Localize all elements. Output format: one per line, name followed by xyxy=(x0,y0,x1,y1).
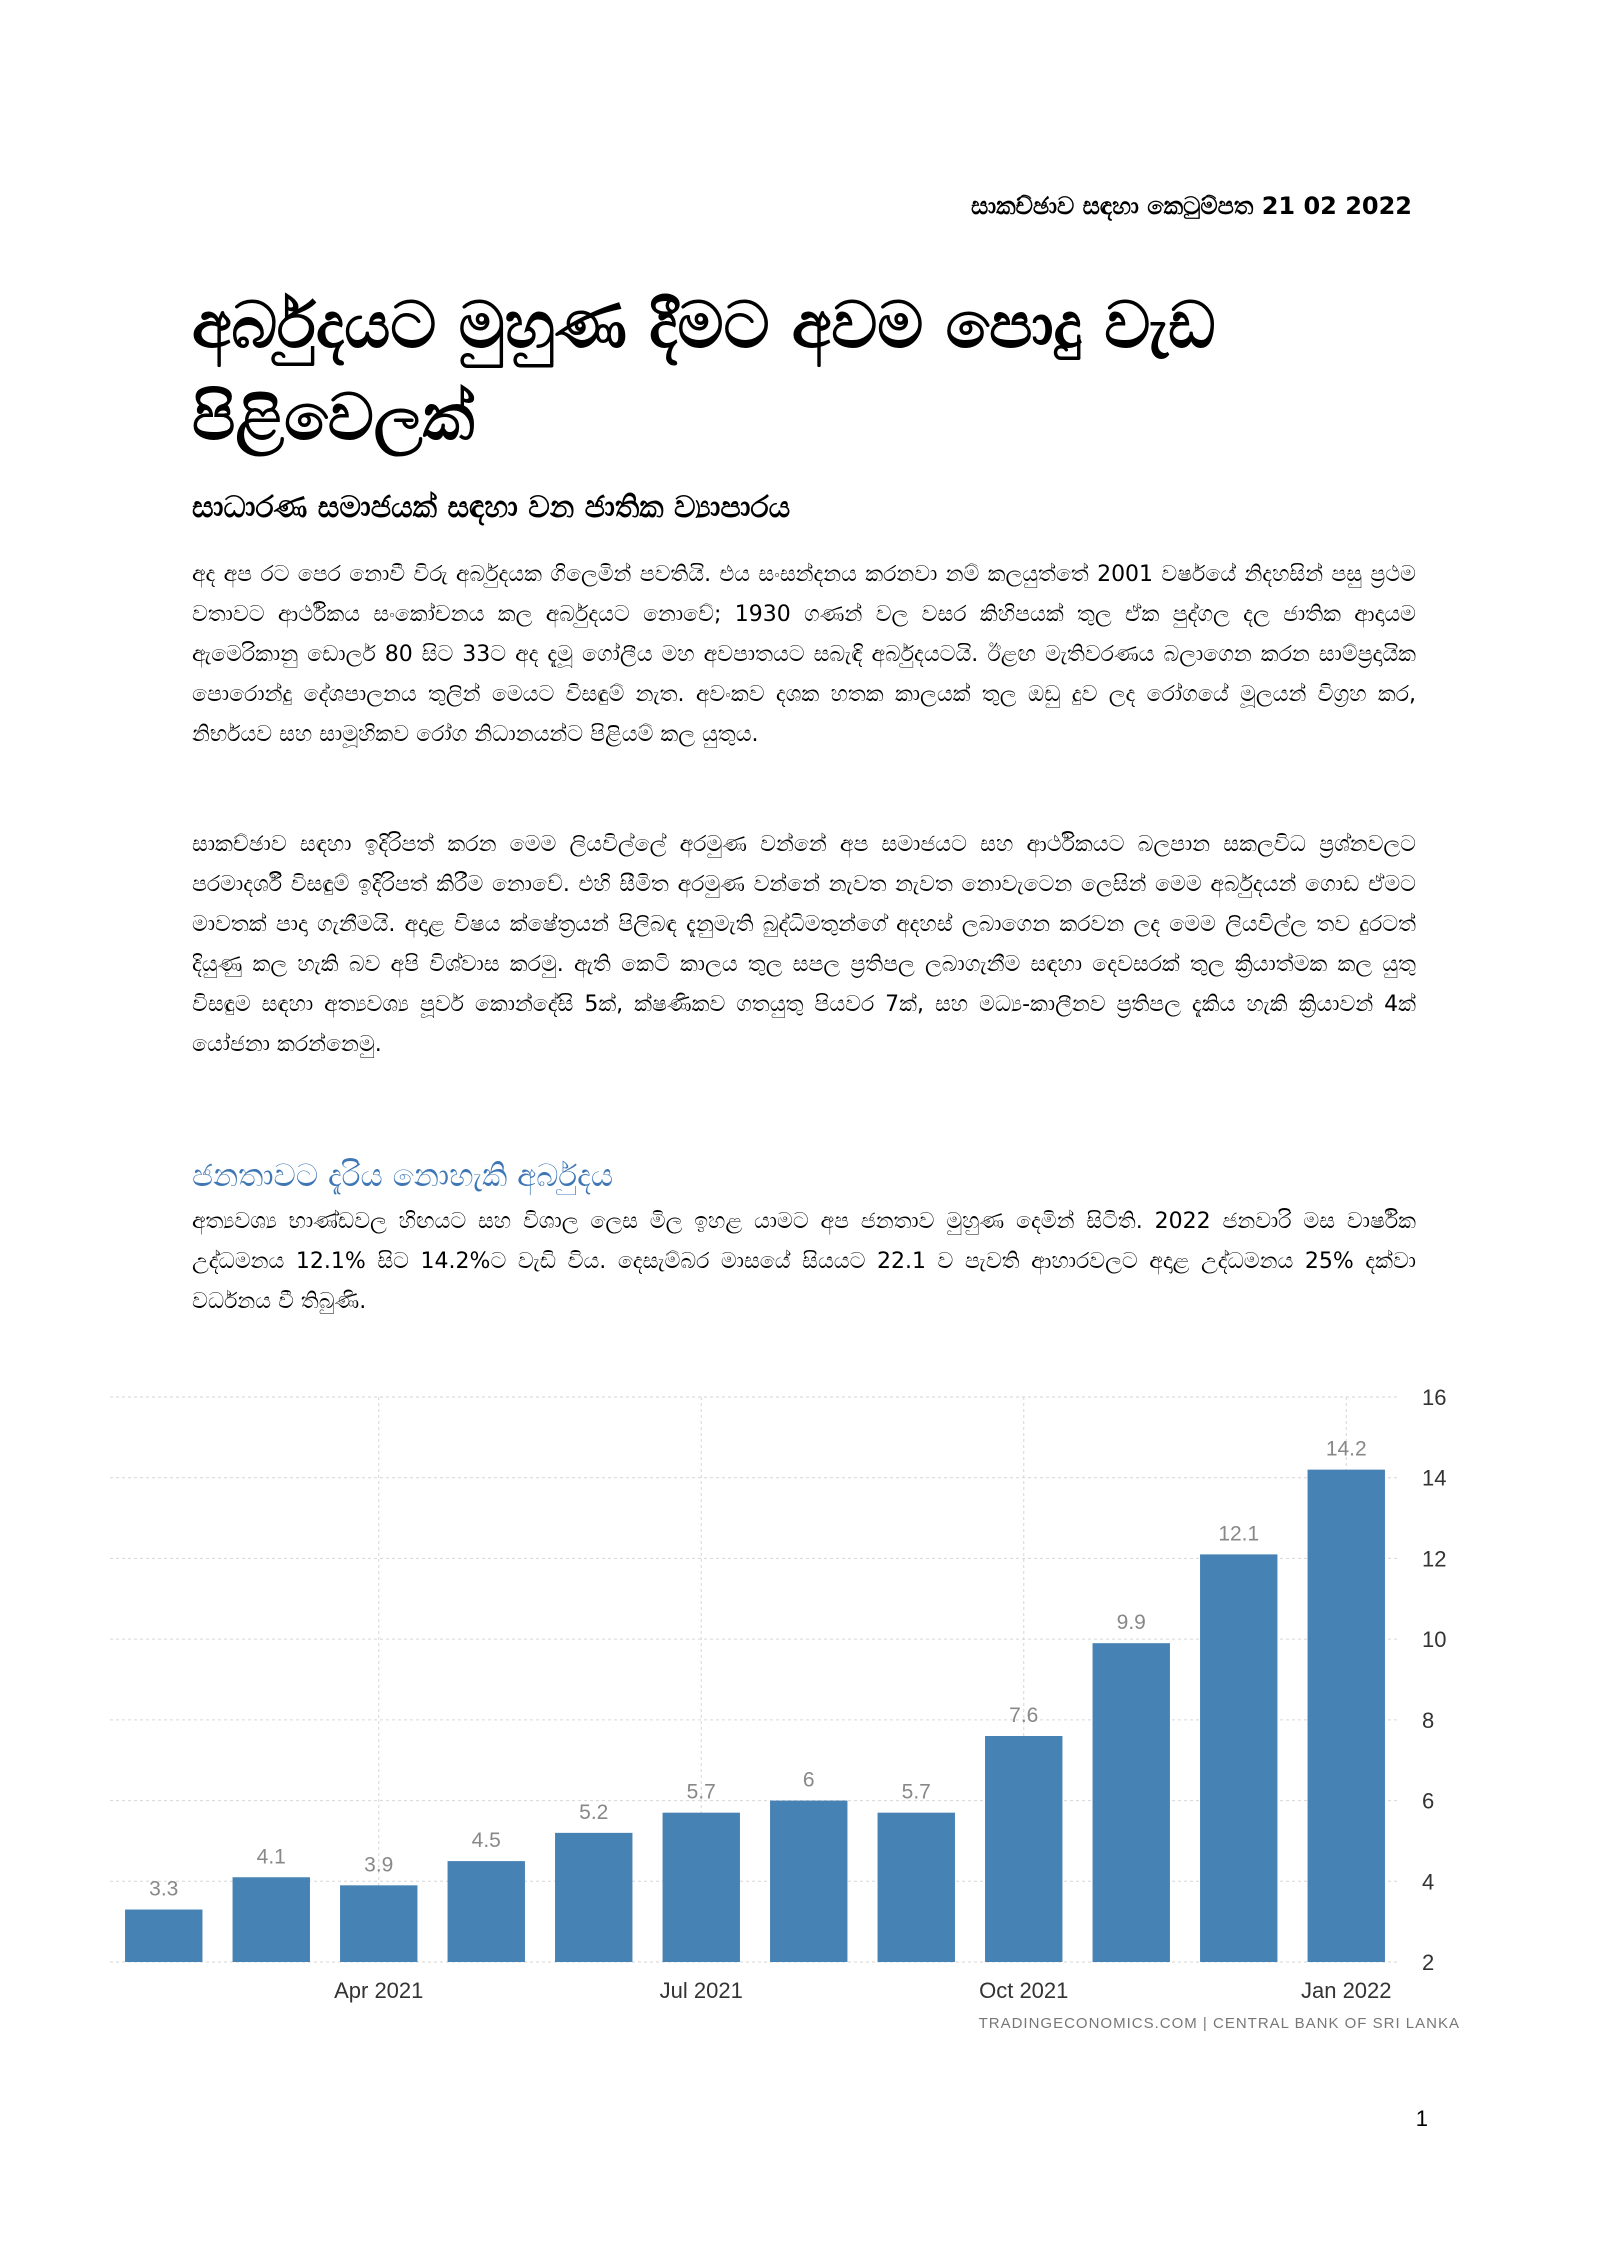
chart-bar xyxy=(340,1885,417,1962)
section-heading: ජනතාවට දැරිය නොහැකි අර්බුදය xyxy=(192,1158,614,1194)
x-tick-label: Jul 2021 xyxy=(659,1978,743,2003)
chart-source: TRADINGECONOMICS.COM | CENTRAL BANK OF SRI LANKA xyxy=(978,2015,1460,2032)
chart-bar xyxy=(555,1833,632,1962)
chart-bar xyxy=(985,1736,1062,1962)
chart-bar xyxy=(233,1877,310,1962)
intro-paragraph: අද අප රට පෙර නොවී විරු අර්බුදයක ගිලෙමින් පවතියි. එය සංසන්දනය කරනවා නම් කලයුත්තේ 2001 වර්ෂයේ නිදහසින් පසු ප්‍රථම වතාවට ආර්ථිකය සංකෝචනය කල අර්බුදයට නොවේ; 1930 ගණන් වල වසර කිහිපයක් තුල ඒක පුද්ගල දල ජාතික ආදායම ඇමෙරිකානු ඩොලර් 80 සිට 33ට අද දැමූ ගෝලීය මහ අවපාතයට සබැඳි අර්බුදයටයි. ඊළඟ මැතිවරණය බලාගෙන කරන සාම්ප්‍රදායික පොරොන්දු දේශපාලනය තුලින් මෙයට විසඳුම් නැත. අවංකව දශක හතක කාලයක් තුල ඔඩු දුව ලද රෝගයේ මූලයන් විග්‍රහ කර, නිර්භයව සහ සාමූහිකව රෝග නිධානයන්ට පිළියම් කල යුතුය. xyxy=(192,562,1416,747)
bar-value-label: 4.1 xyxy=(256,1845,286,1869)
y-tick-label: 14 xyxy=(1422,1465,1447,1491)
chart-bar xyxy=(878,1813,955,1962)
bar-value-label: 4.5 xyxy=(471,1829,501,1853)
document-subtitle: සාධාරණ සමාජයක් සඳහා වන ජාතික ව්‍යාපාරය xyxy=(192,490,791,525)
chart-bar xyxy=(663,1813,740,1962)
bar-value-label: 5.2 xyxy=(579,1800,609,1824)
inflation-bar-chart xyxy=(100,1380,1500,2070)
document-title: අර්බුදයට මුහුණ දීමට අවම පොදු වැඩ පිළිවෙලක් xyxy=(192,289,1216,455)
chart-bar xyxy=(1308,1470,1385,1962)
chart-bar xyxy=(770,1801,847,1962)
x-tick-label: Apr 2021 xyxy=(334,1978,424,2003)
chart-bar xyxy=(448,1861,525,1962)
bar-value-label: 9.9 xyxy=(1116,1611,1146,1635)
bar-value-label: 3.9 xyxy=(364,1853,394,1877)
bar-value-label: 12.1 xyxy=(1218,1522,1260,1546)
draft-date-header: සාකච්ඡාව සඳහා කෙටුම්පත 21 02 2022 xyxy=(970,192,1412,220)
y-tick-label: 2 xyxy=(1422,1950,1435,1975)
purpose-paragraph: සාකච්ඡාව සඳහා ඉදිරිපත් කරන මෙම ලියවිල්ලේ අරමුණ වන්නේ අප සමාජයට සහ ආර්ථිකයට බලපාන සකලවිධ ප්‍රශ්නවලට පරමාදර්ශී විසඳුම් ඉදිරිපත් කිරීම නොවේ. එහි සීමිත අරමුණ වන්නේ නැවත නැවත නොවැටෙන ලෙසින් මෙම අර්බුදයන් ගොඩ ඒමට මාවතක් පාදා ගැනීමයි. අදාළ විෂය ක්ෂේත්‍රයන් පිලිබඳ දැනුමැති බුද්ධිමතුන්ගේ අදහස් ලබාගෙන කරවන ලද මෙම ලියවිල්ල තව දුරටත් දියුණු කල හැකි බව අපි විශ්වාස කරමු. ඇති කෙටි කාලය තුල සපල ප්‍රතිපල ලබාගැනීම සඳහා දෙවසරක් තුල ක්‍රියාත්මක කල යුතු විසඳුම සඳහා අත්‍යවශ්‍ය පූර්ව කොන්දේසි 5ක්, ක්ෂණිකව ගතයුතු පියවර 7ක්, සහ මධ්‍ය-කාලීනව ප්‍රතිපල දැකිය හැකි ක්‍රියාවන් 4ක් යෝජනා කරන්නෙමු. xyxy=(192,832,1416,1057)
bar-value-label: 14.2 xyxy=(1325,1437,1367,1461)
x-tick-label: Oct 2021 xyxy=(979,1978,1069,2003)
y-tick-label: 16 xyxy=(1422,1385,1447,1410)
x-tick-label: Jan 2022 xyxy=(1300,1978,1392,2003)
y-tick-label: 12 xyxy=(1422,1546,1447,1572)
bar-value-label: 6 xyxy=(802,1768,815,1792)
page-number: 1 xyxy=(1415,2106,1428,2131)
chart-bar xyxy=(1200,1554,1277,1962)
bar-value-label: 3.3 xyxy=(149,1877,179,1901)
y-tick-label: 8 xyxy=(1422,1707,1435,1733)
chart-svg xyxy=(100,1380,1500,2070)
y-tick-label: 4 xyxy=(1422,1869,1435,1895)
bar-value-label: 5.7 xyxy=(686,1780,716,1804)
y-tick-label: 10 xyxy=(1422,1627,1447,1653)
y-tick-label: 6 xyxy=(1422,1788,1435,1814)
bar-value-label: 5.7 xyxy=(901,1780,931,1804)
chart-bar xyxy=(125,1910,202,1962)
chart-bar xyxy=(1093,1643,1170,1962)
inflation-paragraph: අත්‍යවශ්‍ය භාණ්ඩවල හිඟයට සහ විශාල ලෙස මිල ඉහළ යාමට අප ජනතාව මුහුණ දෙමින් සිටිති. 2022 ජනවාරි මස වාර්ෂික උද්ධමනය 12.1% සිට 14.2%ට වැඩි විය. දෙසැම්බර මාසයේ සියයට 22.1 ව පැවති ආහාරවලට අදාළ උද්ධමනය 25% දක්වා වර්ධනය වී තිබුණි. xyxy=(192,1209,1416,1314)
bar-value-label: 7.6 xyxy=(1009,1704,1039,1727)
